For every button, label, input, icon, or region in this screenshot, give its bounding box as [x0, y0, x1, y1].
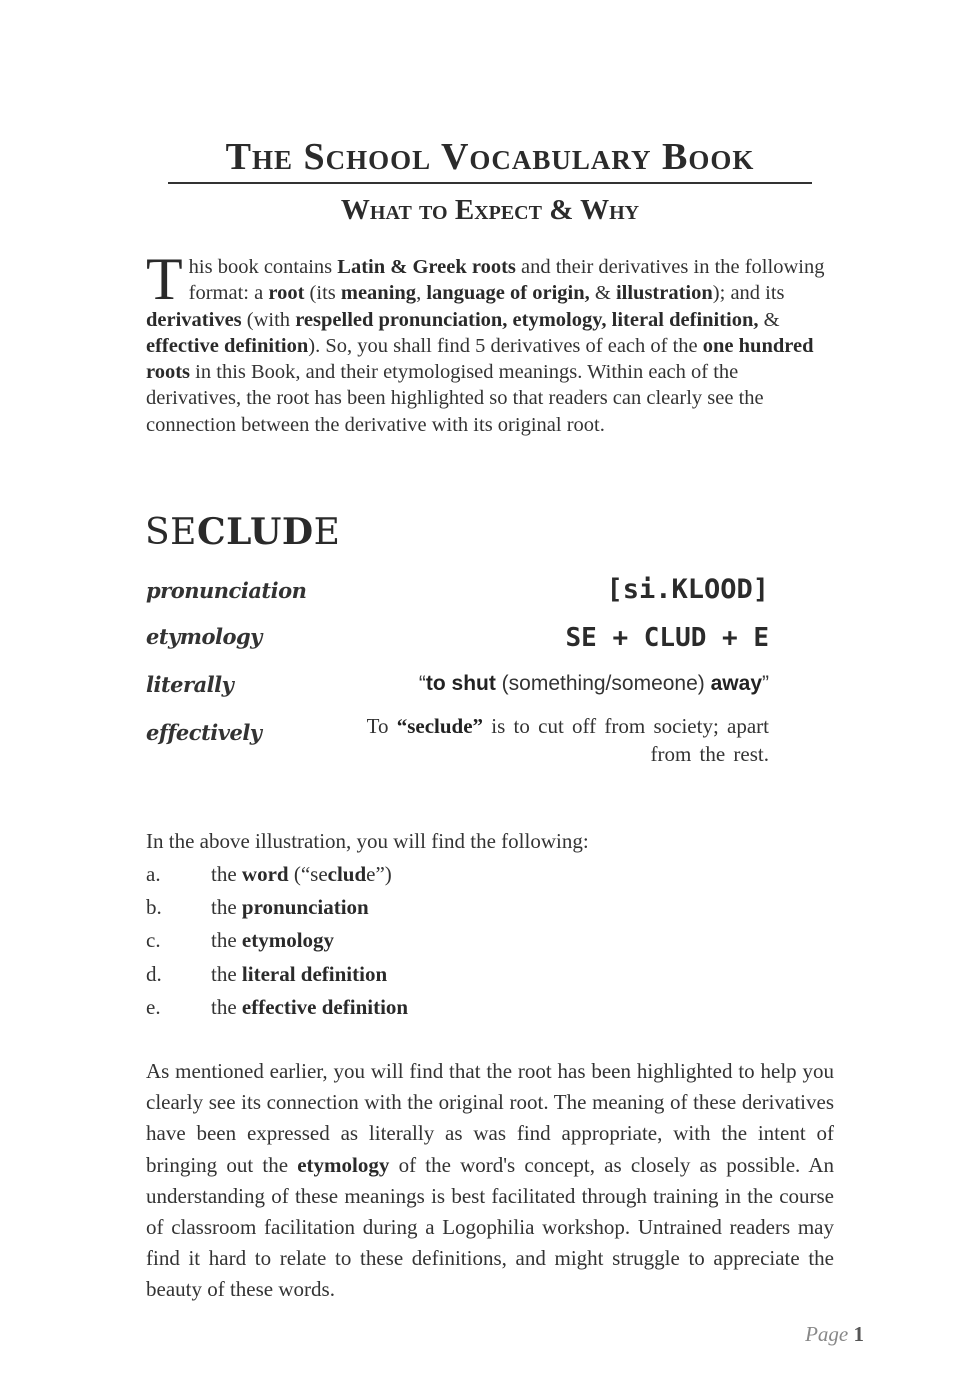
page-number-value: 1: [853, 1322, 864, 1346]
intro-bold-run: meaning: [340, 282, 417, 305]
list-pre: the: [211, 961, 242, 986]
intro-text-run: ). So, you shall find 5 derivatives of each of the: [308, 334, 703, 357]
page-subtitle: What to Expect & Why: [340, 194, 640, 226]
closing-bold: etymology: [297, 1152, 390, 1177]
page-label: Page: [805, 1322, 849, 1346]
list-bold: word: [241, 862, 289, 886]
etymology-label: etymology: [146, 624, 262, 649]
list-letter: d.: [146, 961, 162, 986]
list-letter: e.: [146, 994, 161, 1019]
word-root: CLUD: [196, 511, 314, 553]
list-bold: etymology: [241, 928, 335, 953]
illustration-components-list: [146, 858, 746, 1024]
pronunciation-value: [si.KLOOD]: [606, 574, 769, 605]
list-item: [146, 991, 746, 1024]
list-letter: b.: [146, 895, 162, 920]
effectively-label: effectively: [146, 720, 262, 745]
intro-bold-run: effective definition: [146, 334, 309, 357]
literal-part-1: to shut: [425, 672, 496, 695]
intro-text: [146, 246, 825, 436]
intro-bold-run: language of origin,: [426, 282, 590, 305]
literal-definition: [419, 668, 769, 700]
literally-label: literally: [146, 672, 234, 697]
etymology-value: SE + CLUD + E: [565, 623, 769, 653]
intro-bold-run: root: [268, 282, 305, 305]
page-number: [805, 1322, 864, 1347]
effective-definition: [349, 712, 769, 768]
title-divider: [168, 182, 812, 184]
effective-after: is to cut off from society; apart from the rest.: [483, 714, 769, 766]
closing-paragraph: [146, 1056, 834, 1306]
list-post-bold: clud: [327, 862, 367, 886]
intro-bold-run: derivatives: [146, 308, 242, 331]
list-item: [146, 891, 746, 924]
literal-part-2: (something/someone): [495, 672, 711, 695]
close-quote: ”: [762, 672, 769, 695]
closing-before: As mentioned earlier, you will find that the root has been highlighted to help you clearly see its connection with the original root. The meaning of these derivatives have been expressed as literally as was find appropriate, with the intent of bringing out the: [146, 1059, 834, 1177]
drop-cap: T: [146, 246, 183, 312]
list-pre: the: [211, 862, 242, 886]
intro-text-run: (its: [304, 282, 341, 305]
list-item: [146, 958, 746, 991]
intro-paragraph: [146, 246, 836, 438]
example-word: [145, 510, 340, 555]
intro-text-run: his book contains: [188, 256, 338, 278]
closing-after: of the word's concept, as closely as possible. An understanding of these meanings is best facilitated through training in the course of classroom facilitation during a Logophilia workshop. Untrained readers may find it hard to relate to these definitions, and might struggle to appreciate the beauty of these words.: [146, 1152, 834, 1302]
list-lead: In the above illustration, you will find the following:: [146, 829, 589, 853]
word-prefix: SE: [145, 512, 197, 553]
intro-text-run: &: [758, 308, 780, 331]
list-bold: literal definition: [241, 961, 388, 986]
intro-text-run: (with: [241, 308, 296, 331]
list-item: [146, 924, 746, 957]
intro-bold-run: Latin & Greek roots: [337, 256, 516, 278]
intro-text-run: and their derivatives in the following format: a: [188, 256, 825, 305]
list-post: (“se: [288, 862, 328, 886]
intro-bold-run: illustration: [615, 282, 713, 305]
list-letter: a.: [146, 862, 161, 886]
pronunciation-label: pronunciation: [146, 578, 307, 603]
list-pre: the: [211, 994, 242, 1019]
intro-text-run: &: [589, 282, 616, 305]
intro-bold-run: respelled pronunciation, etymology, literal definition,: [295, 308, 759, 331]
effective-word: “seclude”: [396, 714, 484, 738]
open-quote: “: [418, 672, 426, 695]
list-bold: effective definition: [241, 994, 409, 1019]
effective-before: To: [366, 714, 397, 738]
list-pre: the: [211, 895, 242, 920]
list-pre: the: [211, 928, 242, 953]
list-bold: pronunciation: [241, 895, 369, 920]
list-item: [146, 858, 746, 891]
intro-text-run: ); and its: [712, 282, 785, 305]
word-suffix: E: [313, 512, 341, 553]
literal-part-3: away: [710, 672, 762, 695]
intro-text-run: in this Book, and their etymologised meanings. Within each of the derivatives, the root has been highlighted so that readers can clearly see the connection between the derivative with its original root.: [146, 361, 764, 436]
list-post-end: e”): [366, 862, 392, 886]
list-letter: c.: [146, 928, 161, 953]
intro-text-run: ,: [416, 282, 427, 305]
intro-bold-run: one hundred roots: [146, 334, 814, 384]
page-title: The School Vocabulary Book: [225, 136, 755, 178]
